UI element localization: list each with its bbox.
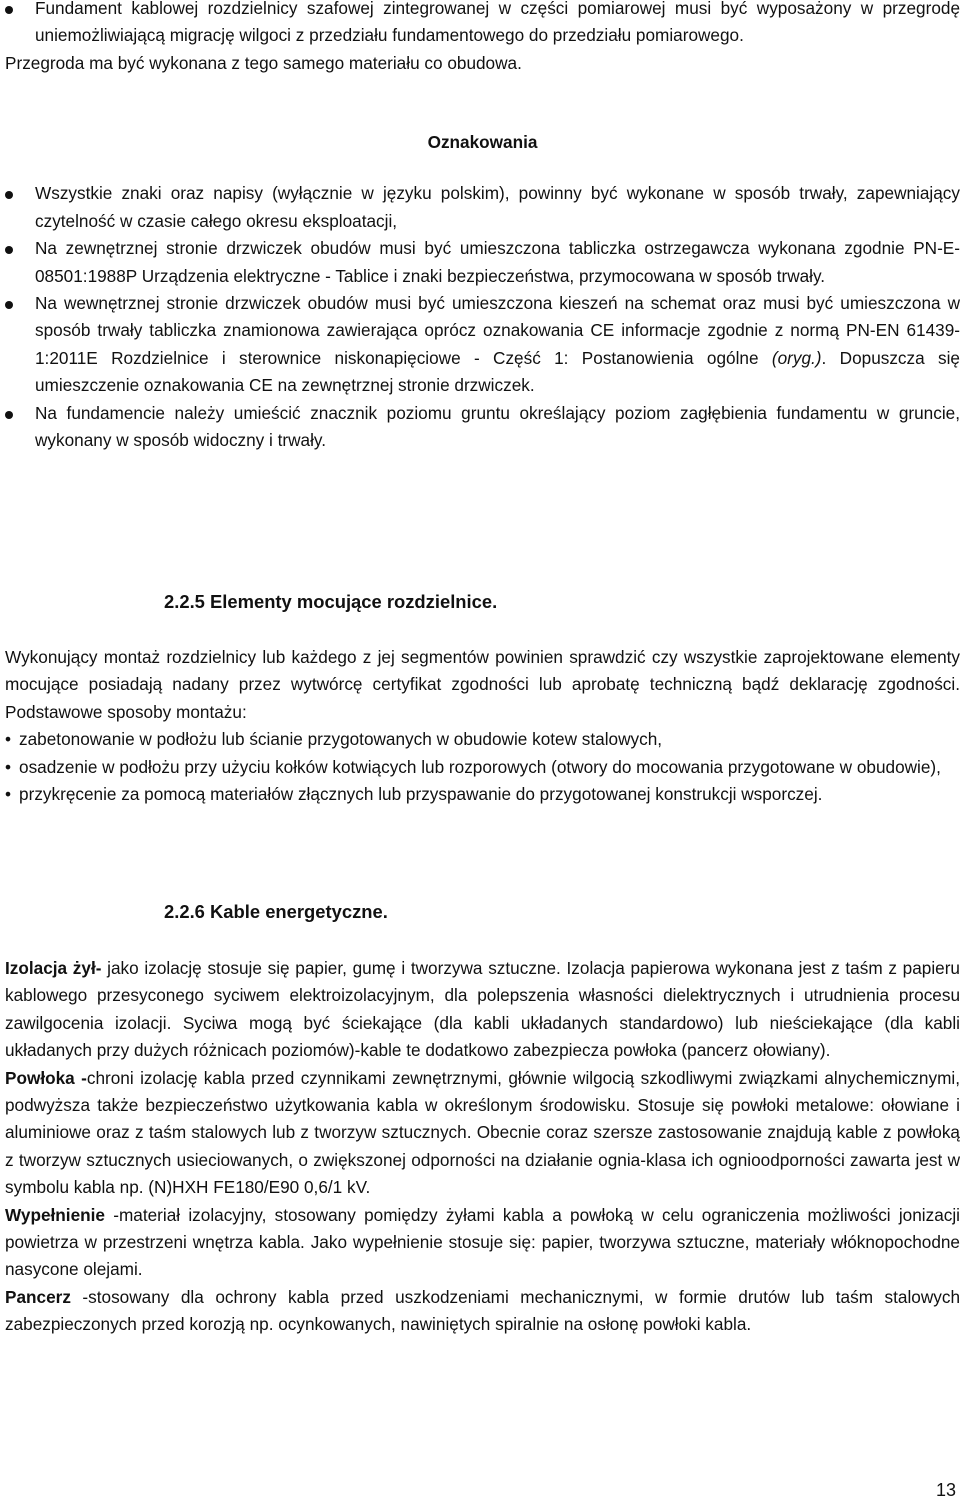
paragraph: Przegroda ma być wykonana z tego samego materiału co obudowa. [5, 52, 522, 73]
bullet-item [5, 0, 960, 50]
term: Wypełnienie [5, 1204, 105, 1225]
page-number: 13 [935, 1480, 956, 1500]
definition-text: -materiał izolacyjny, stosowany pomiędzy żyłami kabla a powłoką w celu ograniczenia możliwości jonizacji powietrza w przestrzeni wnętrza kabla. Jako wypełnienie stosuje się: papier, tworzywa sztuczne, materiały włóknopochodne nasycone olejami. [5, 1204, 960, 1280]
definition-paragraph [5, 1202, 960, 1284]
bullet-item [5, 290, 960, 400]
list-item-text: zabetonowanie w podłożu lub ścianie przygotowanych w obudowie kotew stalowych, [19, 729, 663, 750]
term: Powłoka - [5, 1067, 87, 1088]
bullet-item [5, 400, 960, 455]
definition-paragraph [5, 955, 960, 1065]
list-item-text: osadzenie w podłożu przy użyciu kołków kotwiących lub rozporowych (otwory do mocowania przygotowane w obudowie), [19, 756, 941, 777]
bullet-text: Fundament kablowej rozdzielnicy szafowej zintegrowanej w części pomiarowej musi być wyposażony w przegrodę uniemożliwiającą migrację wilgoci z przedziału fundamentowego do przedziału pomiarowego. [35, 0, 960, 46]
bullet-dot-icon [5, 6, 13, 14]
bullet-text: Na zewnętrznej stronie drzwiczek obudów musi być umieszczona tabliczka ostrzegawcza wykonana zgodnie PN-E-08501:1988P Urządzenia elektryczne - Tablice i znaki bezpieczeństwa, przymocowana w sposób trwały. [35, 238, 960, 286]
definition-text: jako izolację stosuje się papier, gumę i tworzywa sztuczne. Izolacja papierowa wykonana jest z taśm z papieru kablowego przesyconego syciwem elektroizolacyjnym, dla polepszenia własności dielektrycznych i utrudnienia procesu zawilgocenia izolacji. Syciwa mogą być ściekające (dla kabli układanych standardowo) lub nieściekające (dla kabli układanych przy dużych różnicach poziomów)-kable te dodatkowo zabezpiecza powłoka (pancerz ołowiany). [5, 958, 960, 1061]
bullet-item [5, 235, 960, 290]
list-item [5, 754, 960, 781]
bullet-dot-icon [5, 411, 13, 419]
italic-text: (oryg.) [771, 347, 822, 368]
bullet-dot-icon [5, 246, 13, 254]
oznakowania-section [5, 129, 960, 454]
section-heading: 2.2.5 Elementy mocujące rozdzielnice. [164, 591, 498, 612]
section-2-2-5-body [5, 644, 960, 808]
list-item-text: przykręcenie za pomocą materiałów złącznych lub przyspawanie do przygotowanej konstrukcji wsporczej. [19, 784, 823, 805]
bullet-dot-icon [5, 301, 13, 309]
section-heading: 2.2.6 Kable energetyczne. [164, 901, 388, 922]
list-item [5, 726, 960, 753]
section-2-2-5-title [5, 588, 960, 615]
top-block [5, 0, 960, 77]
definition-paragraph [5, 1284, 960, 1339]
term: Pancerz [5, 1286, 71, 1307]
bullet-mark: • [5, 784, 12, 805]
bullet-text: Na wewnętrznej stronie drzwiczek obudów musi być umieszczona kieszeń na schemat oraz musi być umieszczona w sposób trwały tabliczka znamionowa zawierająca oprócz oznakowania CE informacje zgodnie z normą PN-EN 61439-1:2011E Rozdzielnice i sterownice niskonapięciowe - Część 1: Postanowienia ogólne [35, 293, 960, 368]
bullet-text: Wszystkie znaki oraz napisy (wyłącznie w języku polskim), powinny być wykonane w sposób trwały, zapewniający czytelność w czasie całego okresu eksploatacji, [35, 183, 960, 231]
definition-text: chroni izolację kabla przed czynnikami zewnętrznymi, głównie wilgocią szkodliwymi związkami alnychemicznymi, podwyższa także bezpieczeństwo użytkowania kabla w określonym środowisku. Stosuje się powłoki metalowe: ołowiane i aluminiowe oraz z taśm stalowych lub z tworzyw sztucznych. Obecnie coraz szersze zastosowanie znajdują kable z powłoką z tworzyw sztucznych usieciowanych, o zwiększonej odporności na działanie ognia-klasa ich ognioodporności zawarta jest w symbolu kabla np. (N)HXH FE180/E90 0,6/1 kV. [5, 1067, 960, 1198]
bullet-text: Na fundamencie należy umieścić znacznik poziomu gruntu określający poziom zagłębienia fundamentu w gruncie, wykonany w sposób widoczny i trwały. [35, 402, 960, 451]
section-2-2-6-body [5, 955, 960, 1339]
list-item [5, 781, 960, 808]
paragraph: Wykonujący montaż rozdzielnicy lub każdego z jej segmentów powinien sprawdzić czy wszystkie zaprojektowane elementy mocujące posiadają nadany przez wytwórcę certyfikat zgodności lub aprobatę techniczną bądź deklarację zgodności. Podstawowe sposoby montażu: [5, 647, 960, 722]
bullet-item [5, 180, 960, 235]
section-heading: Oznakowania [427, 132, 538, 152]
definition-paragraph [5, 1065, 960, 1202]
section-2-2-6-title [5, 898, 960, 925]
bullet-mark: • [5, 756, 12, 777]
bullet-mark: • [5, 729, 12, 750]
definition-text: -stosowany dla ochrony kabla przed uszkodzeniami mechanicznymi, w formie drutów lub taśm stalowych zabezpieczonych przed korozją np. ocynkowanych, nawiniętych spiralnie na osłonę powłoki kabla. [5, 1286, 960, 1335]
bullet-text: . Dopuszcza się umieszczenie oznakowania CE na zewnętrznej stronie drzwiczek. [35, 347, 960, 396]
bullet-dot-icon [5, 191, 13, 199]
term: Izolacja żył- [5, 958, 102, 978]
